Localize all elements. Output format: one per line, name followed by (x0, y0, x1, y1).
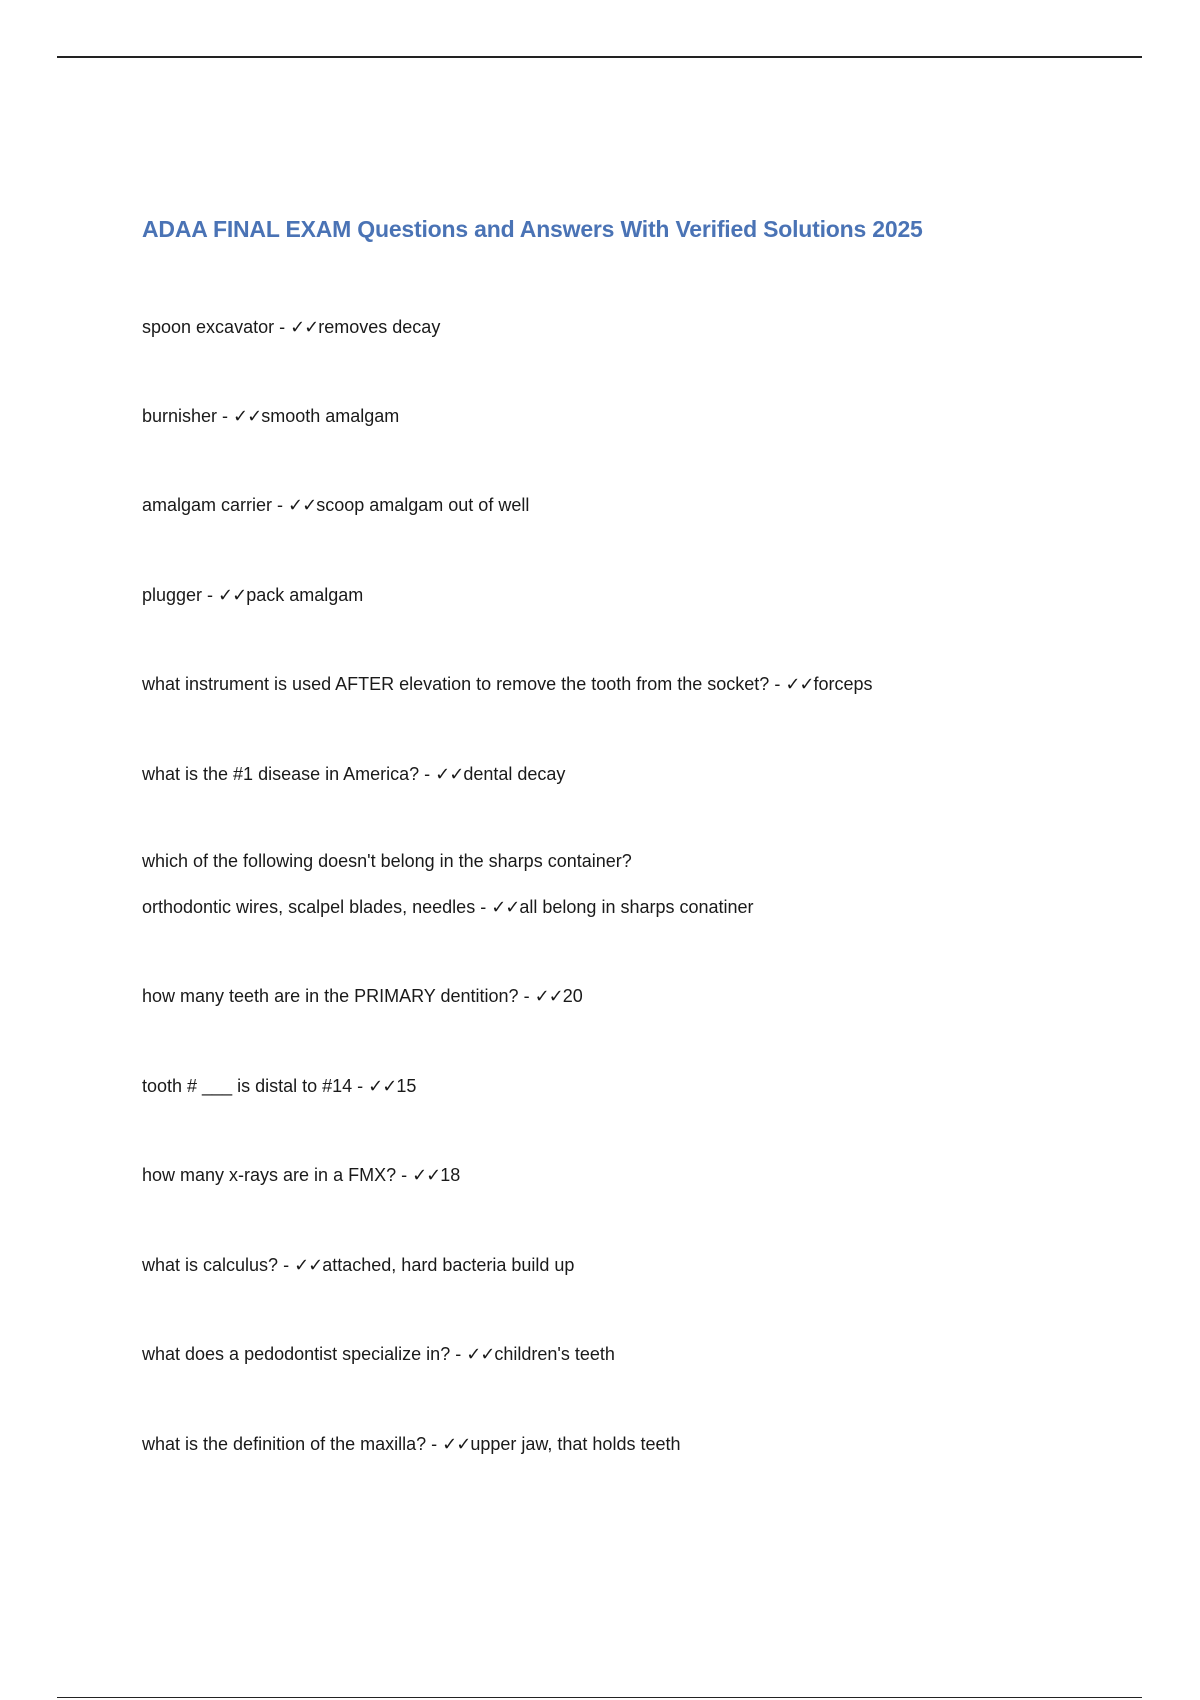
check-marks-icon: ✓✓ (412, 1165, 441, 1185)
qa-item-4: plugger - ✓✓pack amalgam (142, 585, 364, 605)
question-text: what is the definition of the maxilla? (142, 1434, 427, 1454)
qa-item-6: what is the #1 disease in America? - ✓✓dental decay (142, 764, 566, 784)
question-text: orthodontic wires, scalpel blades, needles (142, 897, 476, 917)
qa-item-7-question (142, 838, 632, 884)
qa-item-5: what instrument is used AFTER elevation to remove the tooth from the socket? - ✓✓forceps (142, 674, 873, 694)
check-marks-icon: ✓✓ (218, 585, 247, 605)
question-text: what does a pedodontist specialize in? (142, 1344, 451, 1364)
qa-item-2: burnisher - ✓✓smooth amalgam (142, 406, 400, 426)
question-text: spoon excavator (142, 317, 275, 337)
answer-text: dental decay (463, 764, 566, 784)
question-text: how many x-rays are in a FMX? (142, 1165, 397, 1185)
check-marks-icon: ✓✓ (534, 986, 563, 1006)
check-marks-icon: ✓✓ (442, 1434, 471, 1454)
answer-text: attached, hard bacteria build up (322, 1255, 575, 1275)
question-text: amalgam carrier (142, 495, 273, 515)
question-text: what is calculus? (142, 1255, 279, 1275)
answer-text: 20 (562, 986, 583, 1006)
answer-text: forceps (813, 674, 873, 694)
qa-item-8: how many teeth are in the PRIMARY dentition? - ✓✓20 (142, 986, 583, 1006)
check-marks-icon: ✓✓ (294, 1255, 323, 1275)
answer-text: children's teeth (494, 1344, 615, 1364)
qa-item-3: amalgam carrier - ✓✓scoop amalgam out of well (142, 495, 530, 515)
answer-text: 15 (396, 1076, 417, 1096)
check-marks-icon: ✓✓ (288, 495, 317, 515)
question-text: what is the #1 disease in America? (142, 764, 420, 784)
document-title: ADAA FINAL EXAM Questions and Answers With Verified Solutions 2025 (142, 216, 923, 242)
check-marks-icon: ✓✓ (435, 764, 464, 784)
qa-item-1: spoon excavator - ✓✓removes decay (142, 317, 441, 337)
footer-rule (57, 1697, 1142, 1698)
qa-item-13: what is the definition of the maxilla? - ✓✓upper jaw, that holds teeth (142, 1434, 681, 1454)
check-marks-icon: ✓✓ (491, 897, 520, 917)
answer-text: upper jaw, that holds teeth (470, 1434, 681, 1454)
question-text: plugger (142, 585, 203, 605)
header-rule (57, 56, 1142, 58)
check-marks-icon: ✓✓ (368, 1076, 397, 1096)
answer-text: smooth amalgam (261, 406, 400, 426)
check-marks-icon: ✓✓ (466, 1344, 495, 1364)
answer-text: removes decay (318, 317, 441, 337)
answer-text: scoop amalgam out of well (316, 495, 530, 515)
check-marks-icon: ✓✓ (233, 406, 262, 426)
question-text: how many teeth are in the PRIMARY dentition? (142, 986, 519, 1006)
qa-item-10: how many x-rays are in a FMX? - ✓✓18 (142, 1165, 461, 1185)
answer-text: pack amalgam (246, 585, 364, 605)
check-marks-icon: ✓✓ (785, 674, 814, 694)
qa-item-9: tooth # ___ is distal to #14 - ✓✓15 (142, 1076, 417, 1096)
question-text: what instrument is used AFTER elevation to remove the tooth from the socket? (142, 674, 770, 694)
question-text: which of the following doesn't belong in the sharps container? (142, 851, 632, 871)
qa-item-7-answer: orthodontic wires, scalpel blades, needles - ✓✓all belong in sharps conatiner (142, 897, 754, 917)
question-text: tooth # ___ is distal to #14 (142, 1076, 353, 1096)
qa-item-12: what does a pedodontist specialize in? - ✓✓children's teeth (142, 1344, 615, 1364)
qa-item-11: what is calculus? - ✓✓attached, hard bacteria build up (142, 1255, 575, 1275)
answer-text: 18 (440, 1165, 461, 1185)
check-marks-icon: ✓✓ (290, 317, 319, 337)
answer-text: all belong in sharps conatiner (519, 897, 754, 917)
question-text: burnisher (142, 406, 218, 426)
